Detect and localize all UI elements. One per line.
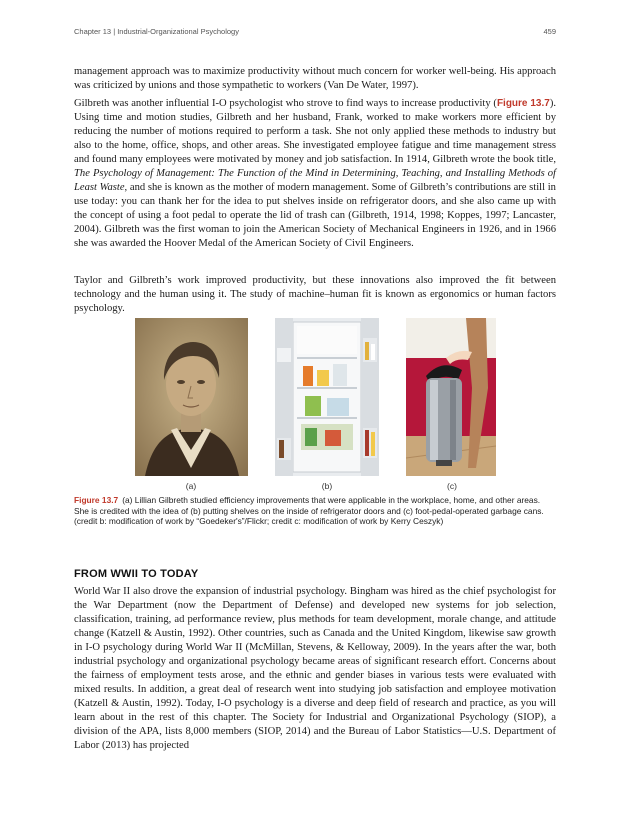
paragraph-2-part-b: ). Using time and motion studies, Gilbreth and her husband, Frank, worked to make workers more efficient by reducing the number of motions required to perform a task. She not only applied these methods to industry but also to the home, office, shops, and other areas. She investigated employee fatigue and time management stress and found many employees were motivated by money and job satisfaction. In 1914, Gilbreth wrote the book title, xyxy=(74,98,556,165)
portrait-photo xyxy=(135,318,248,476)
figure-sublabel-a: (a) xyxy=(185,481,197,491)
trash-can-photo xyxy=(406,318,496,476)
book-title: The Psychology of Management: The Function of the Mind in Determining, Teaching, and Installing Methods of Least Waste xyxy=(74,168,556,193)
paragraph-2-part-a: Gilbreth was another influential I-O psychologist who strove to find ways to increase productivity ( xyxy=(74,98,497,109)
trash-can-image xyxy=(406,318,496,476)
figure-caption-label: Figure 13.7 xyxy=(74,495,119,505)
refrigerator-photo xyxy=(275,318,379,476)
figure-caption xyxy=(74,495,554,527)
paragraph-2 xyxy=(74,97,556,251)
figure-13-7-link[interactable]: Figure 13.7 xyxy=(496,98,550,109)
figure-sublabel-c: (c) xyxy=(447,481,457,491)
section-heading: FROM WWII TO TODAY xyxy=(74,568,199,580)
refrigerator-image xyxy=(275,318,379,476)
figure-sublabel-b: (b) xyxy=(321,481,333,491)
paragraph-3: Taylor and Gilbreth’s work improved productivity, but these innovations also improved the fit between technology and the human using it. The study of machine–human fit is known as ergonomics or human factors psychology. xyxy=(74,275,556,314)
portrait-image xyxy=(135,318,248,476)
running-header xyxy=(74,27,556,39)
chapter-title: Chapter 13 | Industrial-Organizational Psychology xyxy=(74,27,239,36)
paragraph-1: management approach was to maximize productivity without much concern for worker well-being. His approach was criticized by unions and those sympathetic to workers (Van De Water, 1997). xyxy=(74,66,556,91)
paragraph-4: World War II also drove the expansion of industrial psychology. Bingham was hired as the chief psychologist for the War Department (now the Department of Defense) and developed new systems for job selection, classification, training, ad performance review, plus methods for team development, morale change, and attitude change (Katzell & Austin, 1992). Other countries, such as Canada and the United Kingdom, likewise saw growth in I-O psychology during World War II (McMillan, Stevens, & Kelloway, 2009). In the years after the war, both industrial psychology and organizational psychology became areas of significant research effort. Concerns about the fairness of employment tests arose, and the ethnic and gender biases in various tests were evaluated with mixed results. In addition, a great deal of research went into studying job satisfaction and employee motivation (Katzell & Austin, 1992). Today, I-O psychology is a diverse and deep field of research and practice, as you will learn about in the rest of this chapter. The Society for Industrial and Organizational Psychology (SIOP), a division of the APA, lists 8,000 members (SIOP, 2014) and the Bureau of Labor Statistics—U.S. Department of Labor (2013) has projected xyxy=(74,586,556,751)
page-number: 459 xyxy=(543,27,556,36)
paragraph-2-part-c: , and she is known as the mother of modern management. Some of Gilbreth’s contributions are still in use today: you can thank her for the idea to put shelves inside on refrigerator doors, and she also came up with the concept of using a foot pedal to operate the lid of trash can (Gilbreth, 1914, 1998; Koppes, 1997; Lancaster, 2004). Gilbreth was the first woman to join the American Society of Mechanical Engineers in 1926, and in 1966 she was awarded the Hoover Medal of the American Society of Civil Engineers. xyxy=(74,182,556,249)
figure-caption-text: (a) Lillian Gilbreth studied efficiency improvements that were applicable in the workplace, home, and other areas. She is credited with the idea of (b) putting shelves on the inside of refrigerator doors and (c) foot-pedal-operated garbage cans. (credit b: modification of work by “Goedeker's”/Flickr; credit c: modification of work by Kerry Ceszyk) xyxy=(74,495,544,527)
